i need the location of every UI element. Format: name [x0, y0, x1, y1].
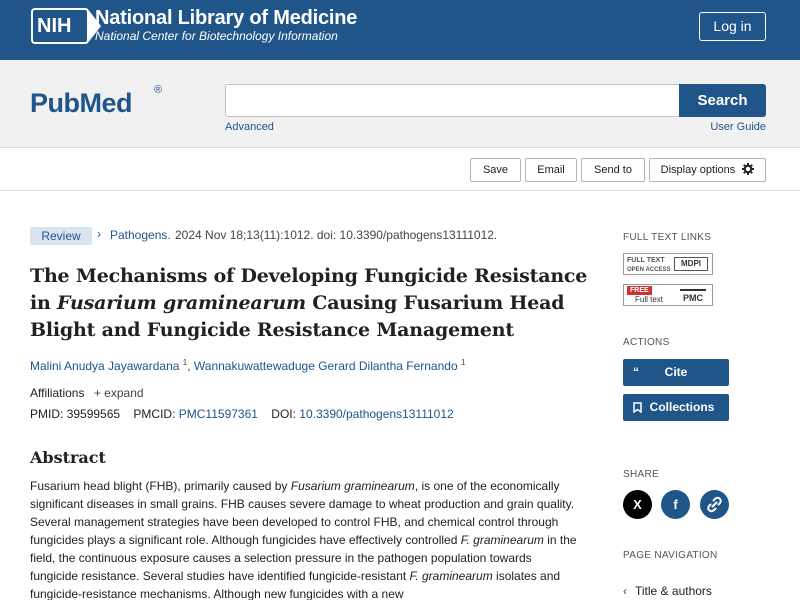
- pmcid-label: PMCID:: [133, 407, 176, 421]
- share-facebook-button[interactable]: [661, 490, 690, 519]
- author-link[interactable]: Wannakuwattewaduge Gerard Dilantha Fernando: [193, 359, 458, 373]
- pmc-full-text-label: Full text: [635, 295, 664, 304]
- affiliations-row: [30, 386, 144, 400]
- author-separator: ,: [187, 359, 194, 373]
- abstract-segment: Fusarium head blight (FHB), primarily caused by: [30, 479, 291, 493]
- article-title: [30, 263, 600, 344]
- pmc-full-text-link[interactable]: [623, 284, 713, 306]
- nih-banner: [0, 0, 800, 60]
- cite-button[interactable]: [623, 359, 729, 386]
- facebook-icon: f: [673, 497, 678, 512]
- abstract-species: F. graminearum: [409, 569, 493, 583]
- collections-label: Collections: [649, 400, 715, 414]
- title-line-2-prefix: in: [30, 292, 58, 314]
- free-badge: FREE: [627, 286, 652, 295]
- doi-link[interactable]: 10.3390/pathogens13111012: [299, 407, 454, 421]
- chevron-right-icon[interactable]: ›: [97, 227, 101, 241]
- ncbi-subtitle[interactable]: National Center for Biotechnology Information: [95, 29, 338, 43]
- citation-text: 2024 Nov 18;13(11):1012. doi: 10.3390/pathogens13111012.: [175, 228, 498, 242]
- abstract-segment: in the field, the continuous exposure causes a selection pressure in the pathogen population towards fungicide resistance. Several studies have identified fungicide-resistant: [30, 533, 577, 583]
- abstract-segment: isolates and fungicide-resistance mechanisms. Although new fungicides with a new: [30, 569, 561, 600]
- article-toolbar: [0, 148, 800, 191]
- cite-label: Cite: [664, 365, 688, 379]
- abstract-species: Fusarium graminearum: [290, 479, 415, 493]
- page-navigation-heading: PAGE NAVIGATION: [623, 550, 718, 561]
- x-icon: X: [633, 497, 642, 512]
- title-line-2-suffix: Causing Fusarium Head: [305, 292, 565, 314]
- gear-icon: [742, 163, 754, 175]
- full-text-links-heading: FULL TEXT LINKS: [623, 232, 712, 243]
- doi-label: DOI:: [271, 407, 296, 421]
- abstract-segment: , is one of the economically significant diseases in small grains. FHB causes severe damage to wheat production and grain quality. Several management strategies have been developed to control FHB, and chemical control through fungicides plays a significant role. Although fungicides have effectively controlled: [30, 479, 575, 547]
- pubmed-logo[interactable]: [30, 82, 170, 128]
- quote-icon: “: [633, 365, 639, 379]
- affiliations-label: Affiliations: [30, 386, 85, 400]
- abstract-species: F. graminearum: [460, 533, 544, 547]
- article-source: [30, 227, 600, 247]
- pmc-logo: PMC: [680, 289, 706, 303]
- expand-affiliations-button[interactable]: + expand: [93, 386, 144, 400]
- share-heading: SHARE: [623, 469, 659, 480]
- title-species: Fusarium graminearum: [57, 292, 306, 314]
- pmid-label: PMID:: [30, 407, 64, 421]
- mdpi-open-access-label: OPEN ACCESS: [627, 267, 671, 273]
- pubmed-logo-text: PubMed: [30, 88, 132, 118]
- collections-button[interactable]: [623, 394, 729, 421]
- nih-logo[interactable]: [31, 8, 89, 44]
- abstract-text: [30, 477, 578, 600]
- pmcid-link[interactable]: PMC11597361: [178, 407, 258, 421]
- display-options-label: Display options: [660, 164, 736, 176]
- page-nav-label: Title & authors: [635, 584, 712, 598]
- author-link[interactable]: Malini Anudya Jayawardana: [30, 359, 180, 373]
- email-button[interactable]: Email: [525, 158, 577, 182]
- login-button[interactable]: Log in: [699, 12, 766, 41]
- nlm-title[interactable]: National Library of Medicine: [95, 7, 358, 29]
- registered-mark: ®: [154, 84, 163, 96]
- chevron-left-icon: ‹: [623, 584, 627, 598]
- title-line-1: The Mechanisms of Developing Fungicide Resistance: [30, 265, 588, 287]
- mdpi-full-text-label: FULL TEXT: [627, 257, 665, 264]
- article-identifiers: [30, 407, 454, 421]
- pmid-value: 39599565: [66, 407, 121, 421]
- journal-link[interactable]: Pathogens.: [110, 228, 171, 242]
- display-options-button[interactable]: [649, 158, 766, 182]
- search-area: [0, 60, 800, 148]
- send-to-button[interactable]: Send to: [581, 158, 645, 182]
- abstract-heading: Abstract: [30, 448, 106, 467]
- user-guide-link[interactable]: User Guide: [710, 121, 766, 133]
- author-affiliation-ref[interactable]: 1: [460, 358, 466, 367]
- share-x-button[interactable]: [623, 490, 652, 519]
- page-nav-title-authors[interactable]: [623, 584, 712, 598]
- author-list: [30, 358, 465, 373]
- article-type-badge: Review: [30, 227, 92, 245]
- search-input[interactable]: [225, 84, 680, 117]
- title-line-3: Blight and Fungicide Resistance Management: [30, 319, 514, 341]
- save-button[interactable]: Save: [470, 158, 521, 182]
- mdpi-logo: MDPI: [674, 257, 708, 271]
- mdpi-full-text-link[interactable]: [623, 253, 713, 275]
- actions-heading: ACTIONS: [623, 337, 670, 348]
- advanced-search-link[interactable]: Advanced: [225, 121, 274, 133]
- link-icon: [700, 490, 729, 519]
- share-link-button[interactable]: [700, 490, 729, 519]
- author-affiliation-ref[interactable]: 1: [182, 358, 188, 367]
- search-button[interactable]: Search: [679, 84, 766, 117]
- nih-logo-text: NIH: [37, 15, 72, 37]
